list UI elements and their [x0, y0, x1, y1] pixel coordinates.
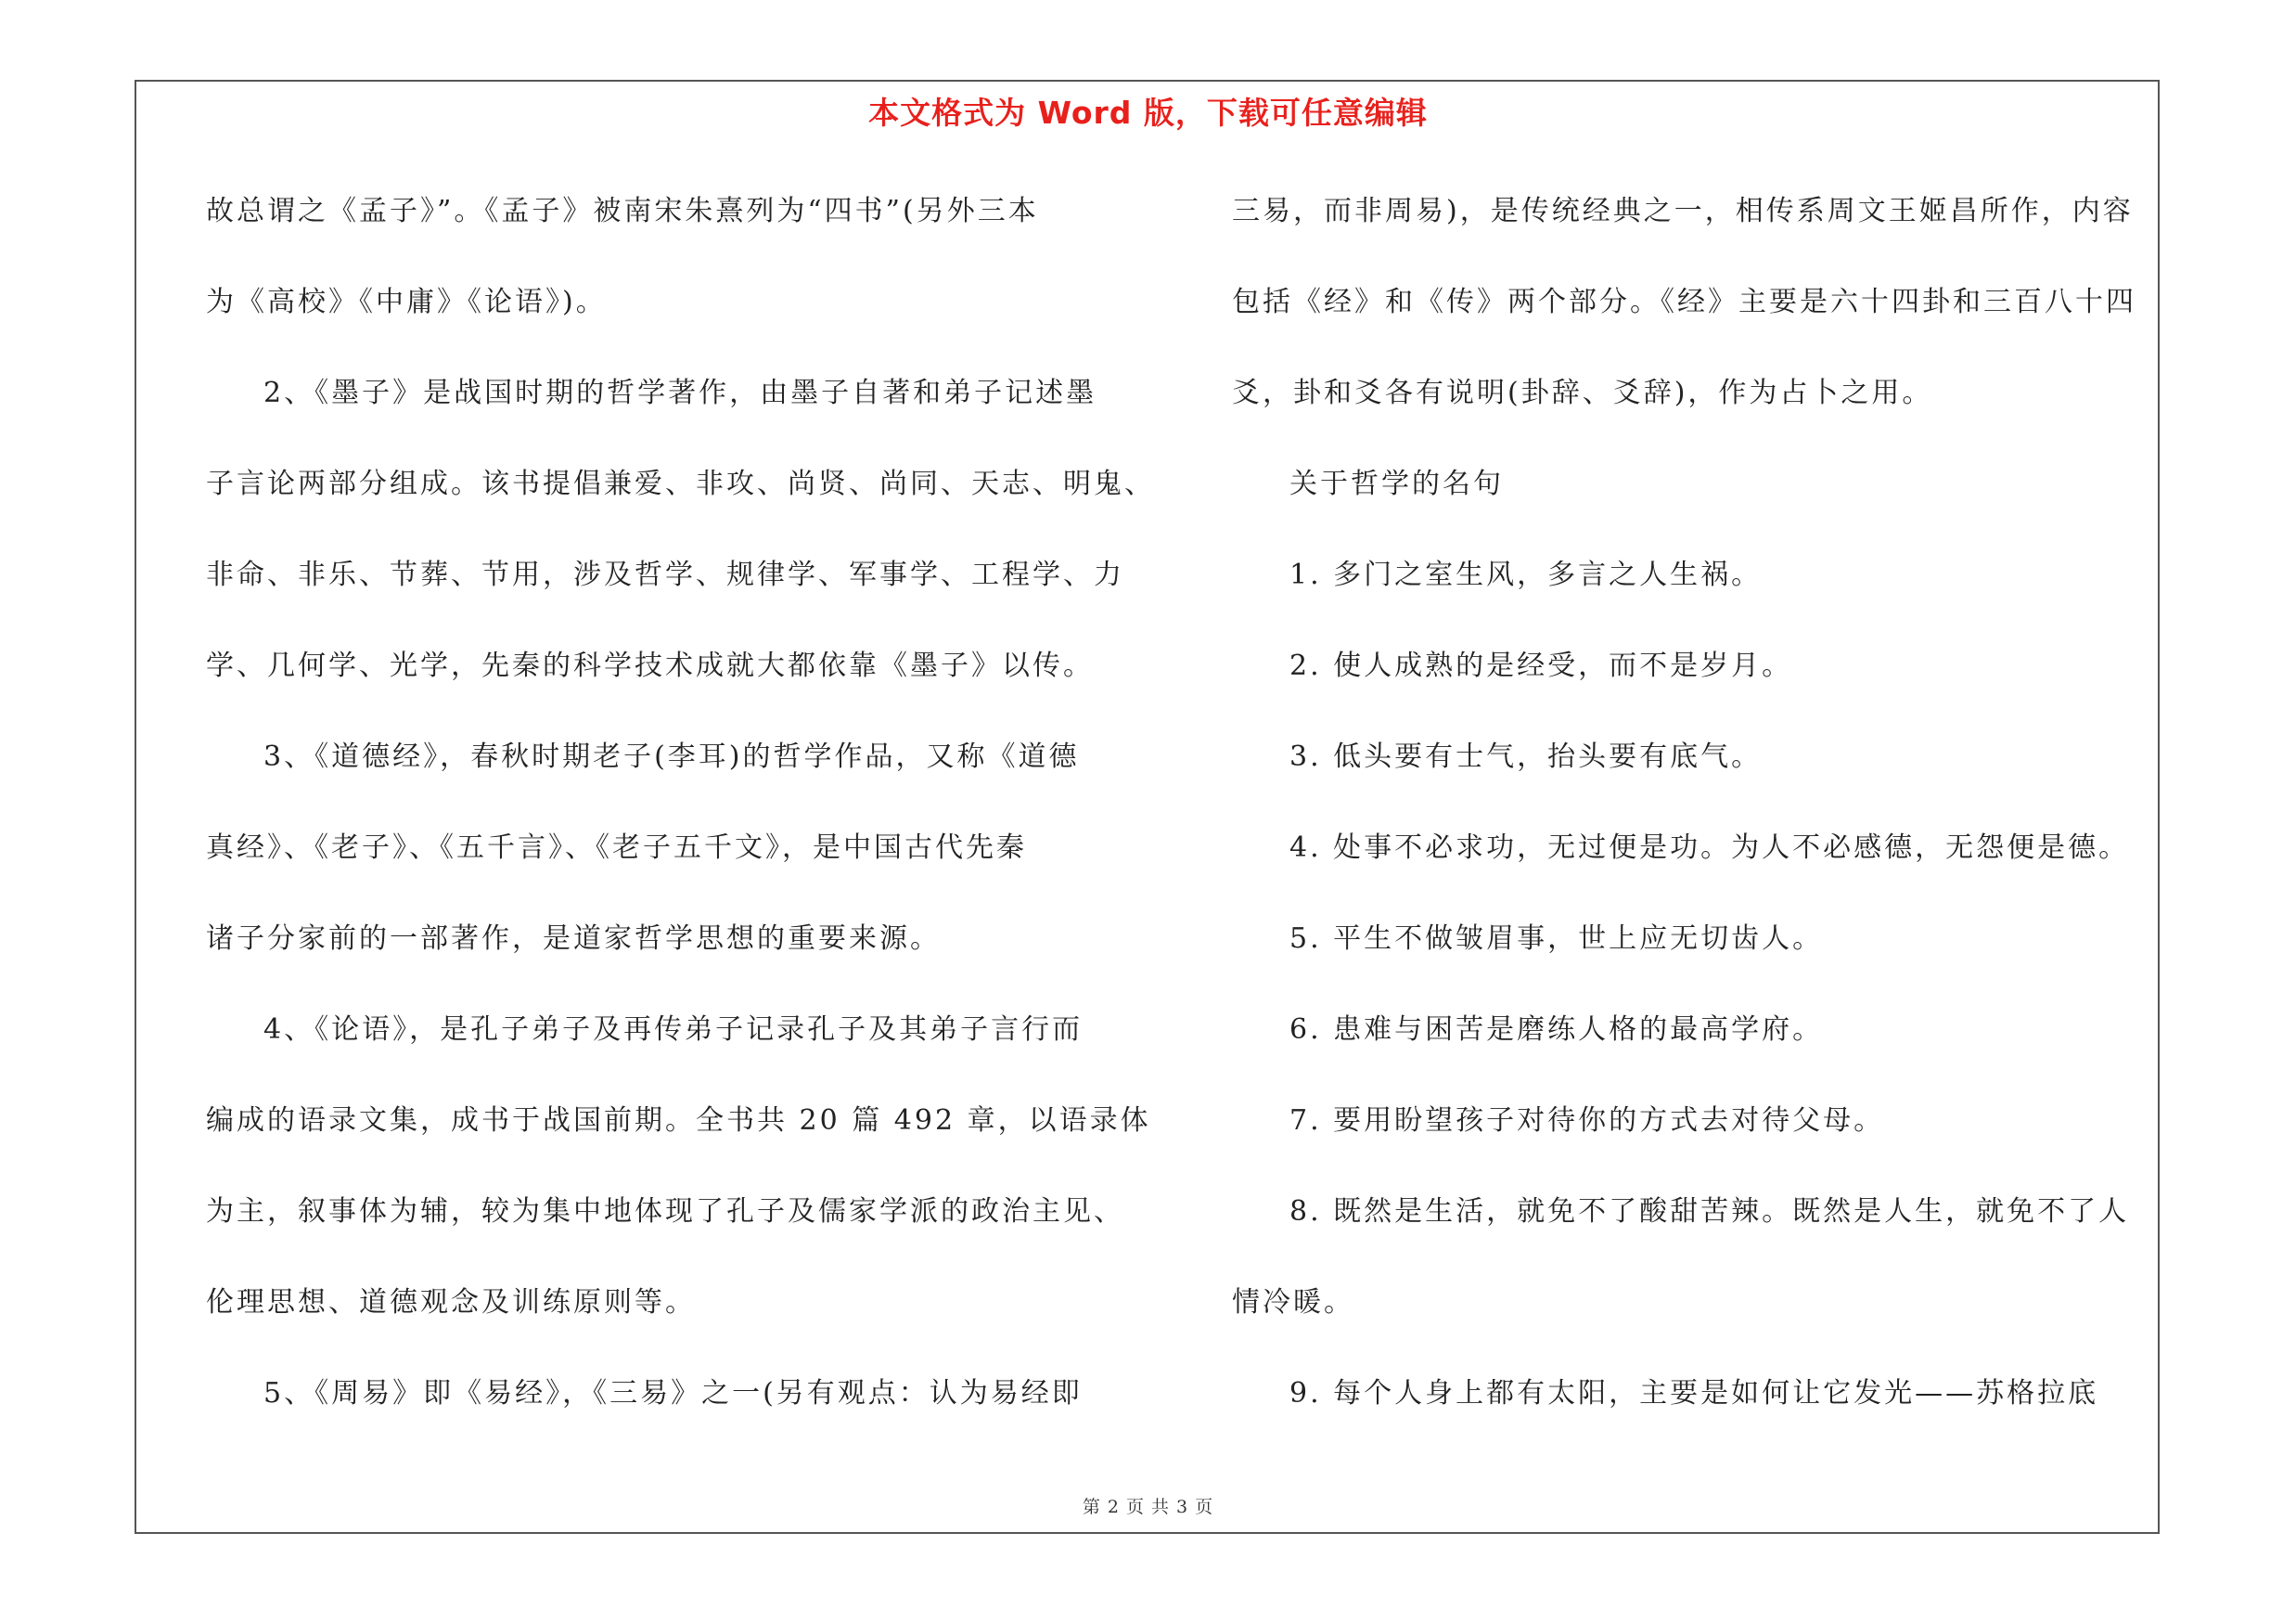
text-line: 为主，叙事体为辅，较为集中地体现了孔子及儒家学派的政治主见、 — [206, 1195, 1124, 1228]
quote-item: 5. 平生不做皱眉事，世上应无切齿人。 — [1289, 922, 1824, 955]
text-line: 三易，而非周易)，是传统经典之一，相传系周文王姬昌所作，内容 — [1232, 195, 2134, 227]
quote-item: 2. 使人成熟的是经受，而不是岁月。 — [1289, 650, 1793, 682]
quote-item: 1. 多门之室生风，多言之人生祸。 — [1289, 559, 1763, 591]
quote-item: 3. 低头要有士气，抬头要有底气。 — [1289, 741, 1763, 773]
quote-item: 4. 处事不必求功，无过便是功。为人不必感德，无怨便是德。 — [1289, 831, 2130, 864]
text-line: 3、《道德经》，春秋时期老子(李耳)的哲学作品，又称《道德 — [263, 741, 1080, 773]
quote-item: 8. 既然是生活，就免不了酸甜苦辣。既然是人生，就免不了人 — [1289, 1195, 2130, 1228]
text-line: 包括《经》和《传》两个部分。《经》主要是六十四卦和三百八十四 — [1232, 286, 2136, 318]
text-line: 爻，卦和爻各有说明(卦辞、爻辞)，作为占卜之用。 — [1232, 377, 1933, 409]
left-column — [206, 184, 1161, 1457]
text-line: 4、《论语》，是孔子弟子及再传弟子记录孔子及其弟子言行而 — [263, 1013, 1084, 1046]
page-number-footer: 第 2 页 共 3 页 — [1082, 1497, 1214, 1517]
text-line: 5、《周易》即《易经》，《三易》之一(另有观点：认为易经即 — [263, 1377, 1083, 1410]
text-line: 故总谓之《孟子》”。《孟子》被南宋朱熹列为“四书”(另外三本 — [206, 195, 1039, 227]
text-line: 学、几何学、光学，先秦的科学技术成就大都依靠《墨子》以传。 — [206, 650, 1094, 682]
quote-item: 7. 要用盼望孩子对待你的方式去对待父母。 — [1289, 1104, 1885, 1137]
text-line: 为《高校》《中庸》《论语》)。 — [206, 286, 607, 318]
quote-item: 9. 每个人身上都有太阳，主要是如何让它发光——苏格拉底 — [1289, 1377, 2099, 1410]
header-banner: 本文格式为 Word 版，下载可任意编辑 — [868, 95, 1428, 131]
text-line: 子言论两部分组成。该书提倡兼爱、非攻、尚贤、尚同、天志、明鬼、 — [206, 468, 1155, 500]
text-line: 情冷暖。 — [1232, 1286, 1354, 1319]
text-line: 2、《墨子》是战国时期的哲学著作，由墨子自著和弟子记述墨 — [263, 377, 1097, 409]
text-line: 非命、非乐、节葬、节用，涉及哲学、规律学、军事学、工程学、力 — [206, 559, 1124, 591]
text-line: 诸子分家前的一部著作，是道家哲学思想的重要来源。 — [206, 922, 941, 955]
section-heading: 关于哲学的名句 — [1289, 468, 1504, 500]
right-column — [1232, 184, 2160, 1457]
text-line: 真经》、《老子》、《五千言》、《老子五千文》，是中国古代先秦 — [206, 831, 1027, 864]
quote-item: 6. 患难与困苦是磨练人格的最高学府。 — [1289, 1013, 1824, 1046]
text-line: 伦理思想、道德观念及训练原则等。 — [206, 1286, 696, 1319]
text-line: 编成的语录文集，成书于战国前期。全书共 20 篇 492 章，以语录体 — [206, 1104, 1151, 1137]
